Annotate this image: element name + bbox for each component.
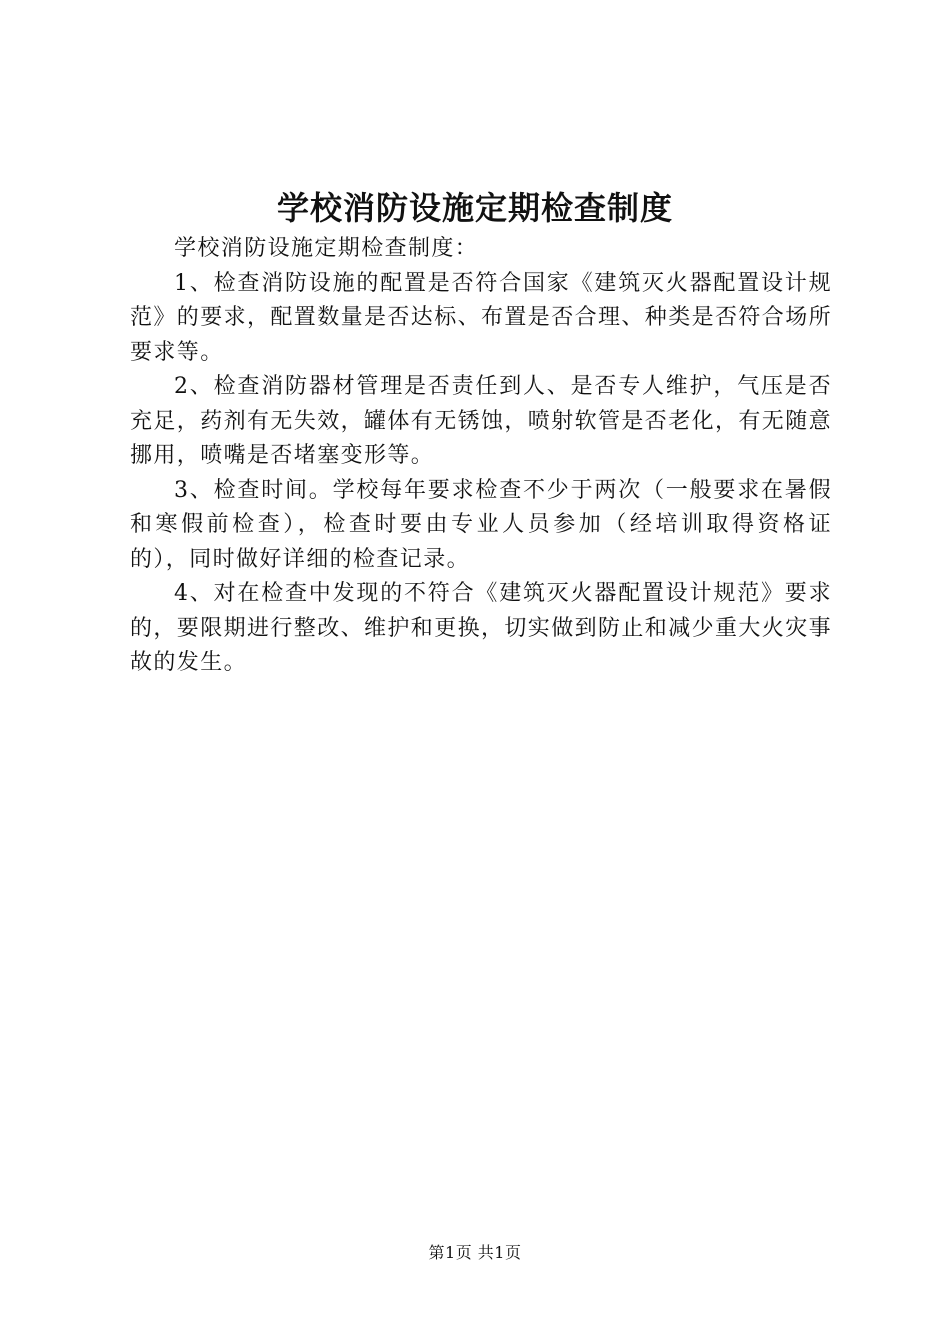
document-body [130, 232, 832, 681]
body-paragraph-2: 2、检查消防器材管理是否责任到人、是否专人维护，气压是否充足，药剂有无失效，罐体有无锈蚀，喷射软管是否老化，有无随意挪用，喷嘴是否堵塞变形等。 [130, 374, 833, 468]
body-paragraph-intro: 学校消防设施定期检查制度： [174, 236, 479, 261]
page-number-footer: 第1页 共1页 [428, 1243, 522, 1262]
body-paragraph-3: 3、检查时间。学校每年要求检查不少于两次（一般要求在暑假和寒假前检查），检查时要由专业人员参加（经培训取得资格证的），同时做好详细的检查记录。 [130, 477, 832, 572]
document-title: 学校消防设施定期检查制度 [276, 189, 673, 227]
body-paragraph-4: 4、对在检查中发现的不符合《建筑灭火器配置设计规范》要求的，要限期进行整改、维护和更换，切实做到防止和减少重大火灾事故的发生。 [130, 581, 833, 675]
body-paragraph-1: 1、检查消防设施的配置是否符合国家《建筑灭火器配置设计规范》的要求，配置数量是否达标、布置是否合理、种类是否符合场所要求等。 [130, 270, 833, 365]
